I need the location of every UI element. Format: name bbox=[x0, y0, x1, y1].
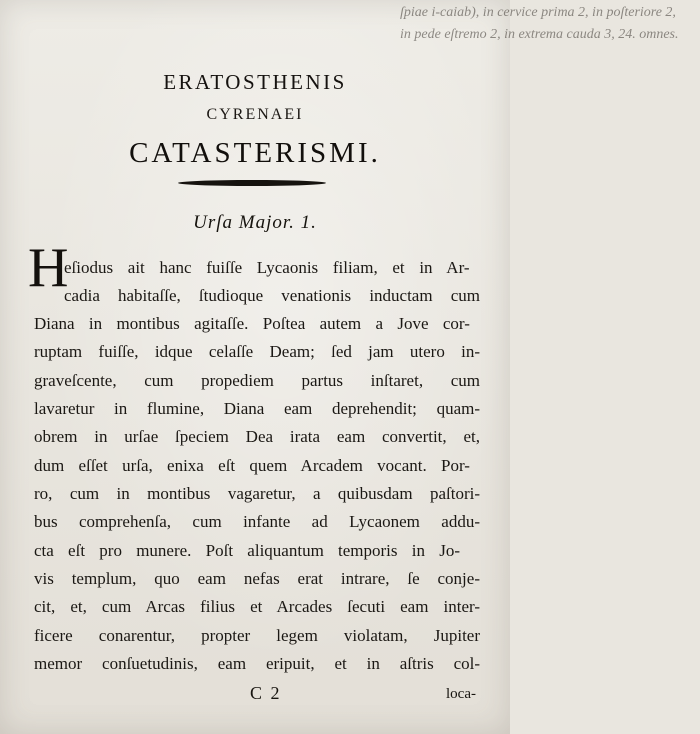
text-line: vis templum, quo eam nefas erat intrare, ſe conje- bbox=[34, 569, 480, 588]
signature-mark: C 2 bbox=[250, 683, 282, 703]
drop-capital: H bbox=[28, 237, 69, 299]
section-heading: Urſa Major. 1. bbox=[193, 212, 317, 233]
text-line: Diana in montibus agitaſſe. Poſtea autem a Jove cor- bbox=[34, 314, 470, 333]
text-line: ruptam fuiſſe, idque celaſſe Deam; ſed jam utero in- bbox=[34, 342, 480, 361]
text-line: cadia habitaſſe, ſtudioque venationis inductam cum bbox=[64, 286, 480, 305]
text-line: memor conſuetudinis, eam eripuit, et in aſtris col- bbox=[34, 654, 480, 673]
text-line: lavaretur in flumine, Diana eam deprehendit; quam- bbox=[34, 399, 480, 418]
text-line: cta eſt pro munere. Poſt aliquantum temporis in Jo- bbox=[34, 541, 461, 560]
text-line: cit, et, cum Arcas filius et Arcades ſecuti eam inter- bbox=[34, 597, 480, 616]
text-line: dum eſſet urſa, enixa eſt quem Arcadem vocant. Por- bbox=[34, 456, 470, 475]
text-line: ro, cum in montibus vagaretur, a quibusdam paſtori- bbox=[34, 484, 480, 503]
bleed-line-1: ſpiae i-caiab), in cervice prima 2, in poſteriore 2, bbox=[400, 5, 676, 20]
work-title: CATASTERISMI. bbox=[129, 137, 381, 169]
text-line: bus comprehenſa, cum infante ad Lycaonem addu- bbox=[34, 512, 480, 531]
catchword: loca- bbox=[446, 686, 476, 702]
text-line: eſiodus ait hanc fuiſſe Lycaonis filiam, et in Ar- bbox=[64, 258, 470, 277]
text-line: graveſcente, cum propediem partus inſtaret, cum bbox=[34, 371, 480, 390]
bleed-line-2: in pede eſtremo 2, in extrema cauda 3, 24. omnes. bbox=[400, 27, 679, 42]
text-line: ficere conarentur, propter legem violatam, Jupiter bbox=[34, 626, 480, 645]
author-title: ERATOSTHENIS bbox=[163, 70, 347, 94]
ornamental-rule bbox=[178, 180, 326, 186]
text-line: obrem in urſae ſpeciem Dea irata eam convertit, et, bbox=[34, 427, 480, 446]
author-origin: CYRENAEI bbox=[206, 106, 304, 123]
